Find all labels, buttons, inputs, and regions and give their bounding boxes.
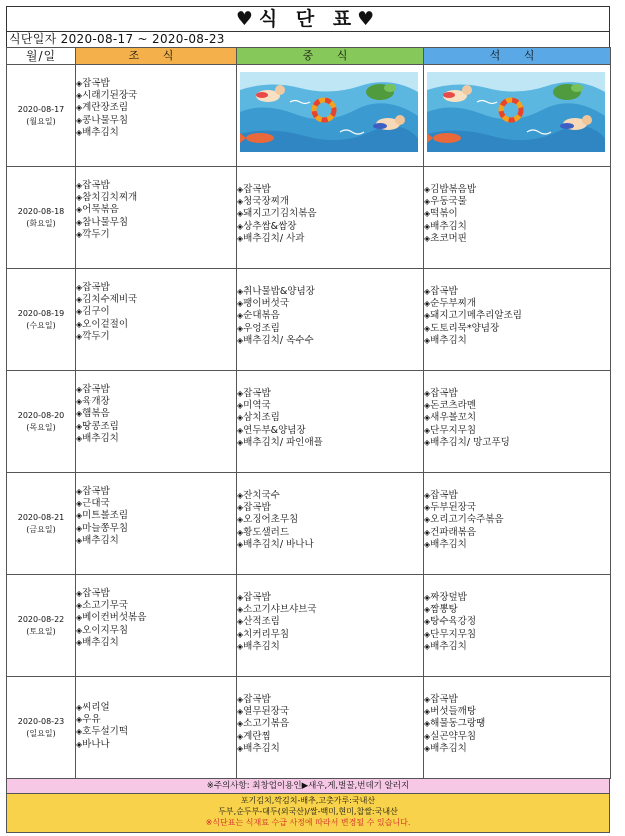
lunch-list (237, 388, 423, 449)
date-label: 2020-08-17 (17, 104, 65, 114)
menu-item: ◈ 잡곡밥 (76, 486, 236, 498)
menu-item: ◈ 짜장덮밥 (424, 592, 610, 604)
date-cell (7, 65, 76, 167)
menu-item: ◈ 우유 (76, 714, 236, 726)
menu-item: ◈ 김치수제비국 (76, 294, 236, 306)
lunch-cell (237, 473, 424, 575)
menu-row (7, 371, 611, 473)
lunch-list (237, 286, 423, 347)
menu-item: ◈ 단무지무침 (424, 425, 610, 437)
menu-item: ◈ 잡곡밥 (76, 180, 236, 192)
breakfast-list (76, 384, 236, 445)
menu-item: ◈ 김밥볶음밥 (424, 184, 610, 196)
breakfast-cell (76, 65, 237, 167)
menu-item: ◈ 초코머핀 (424, 233, 610, 245)
menu-item: ◈ 어묵볶음 (76, 204, 236, 216)
dinner-cell (424, 269, 611, 371)
date-cell (7, 269, 76, 371)
allergy-notice: ※주의사항: 최창업이용인▶새우,게,벌꿀,번데기 알러지 (6, 779, 610, 794)
menu-item: ◈ 소고기무국 (76, 600, 236, 612)
lunch-cell (237, 371, 424, 473)
date-label: 2020-08-19 (17, 308, 65, 318)
menu-row (7, 269, 611, 371)
menu-item: ◈ 배추김치 (76, 637, 236, 649)
menu-item: ◈ 잡곡밥 (424, 388, 610, 400)
menu-item: ◈ 오리고기숙주볶음 (424, 514, 610, 526)
page-title: ♥식 단 표♥ (6, 6, 610, 32)
lunch-list (237, 490, 423, 551)
menu-item: ◈ 배추김치/ 파인애플 (237, 437, 423, 449)
menu-item: ◈ 계란장조림 (76, 102, 236, 114)
menu-item: ◈ 치커리무침 (237, 629, 423, 641)
breakfast-list (76, 78, 236, 139)
menu-item: ◈ 근대국 (76, 498, 236, 510)
menu-item: ◈ 배추김치/ 망고푸딩 (424, 437, 610, 449)
dinner-cell (424, 167, 611, 269)
menu-item: ◈ 바나나 (76, 739, 236, 751)
menu-item: ◈ 잡곡밥 (237, 184, 423, 196)
menu-item: ◈ 배추김치/ 사과 (237, 233, 423, 245)
menu-item: ◈ 미트볼조림 (76, 510, 236, 522)
menu-item: ◈ 배추김치 (76, 127, 236, 139)
breakfast-cell (76, 473, 237, 575)
menu-item: ◈ 배추김치 (424, 641, 610, 653)
menu-item: ◈ 청국장찌개 (237, 196, 423, 208)
menu-item: ◈ 육개장 (76, 396, 236, 408)
menu-item: ◈ 씨리얼 (76, 702, 236, 714)
header-date: 월/일 (7, 48, 76, 65)
header-row (7, 48, 611, 65)
menu-item: ◈ 우동국물 (424, 196, 610, 208)
date-cell (7, 371, 76, 473)
menu-item: ◈ 두부된장국 (424, 502, 610, 514)
menu-item: ◈ 잡곡밥 (76, 588, 236, 600)
breakfast-cell (76, 677, 237, 779)
menu-item: ◈ 시래기된장국 (76, 90, 236, 102)
lunch-cell (237, 65, 424, 167)
menu-item: ◈ 순대볶음 (237, 310, 423, 322)
menu-item: ◈ 콩나물무침 (76, 115, 236, 127)
menu-item: ◈ 잡곡밥 (237, 694, 423, 706)
menu-item: ◈ 베이컨버섯볶음 (76, 612, 236, 624)
menu-item: ◈ 오징어초무침 (237, 514, 423, 526)
menu-item: ◈ 잡곡밥 (424, 694, 610, 706)
lunch-list (237, 184, 423, 245)
menu-item: ◈ 돼지고기김치볶음 (237, 208, 423, 220)
menu-item: ◈ 참나물무침 (76, 217, 236, 229)
weekday-label: (금요일) (26, 524, 56, 534)
origin-line: 두부,순두부-대두(외국산)/쌀-백미,현미,찹쌀:국내산 (218, 807, 398, 816)
menu-item: ◈ 취나물밥&양념장 (237, 286, 423, 298)
weekday-label: (목요일) (26, 422, 56, 432)
menu-item: ◈ 황도샐러드 (237, 527, 423, 539)
lunch-cell (237, 269, 424, 371)
menu-item: ◈ 배추김치 (424, 221, 610, 233)
date-cell (7, 473, 76, 575)
swimming-kids-illustration (240, 72, 418, 152)
menu-item: ◈ 배추김치 (76, 433, 236, 445)
dinner-cell (424, 371, 611, 473)
date-label: 2020-08-21 (17, 512, 65, 522)
breakfast-list (76, 180, 236, 241)
menu-item: ◈ 잡곡밥 (237, 388, 423, 400)
menu-row (7, 167, 611, 269)
dinner-list (424, 694, 610, 755)
menu-item: ◈ 잔치국수 (237, 490, 423, 502)
menu-item: ◈ 잡곡밥 (76, 384, 236, 396)
weekday-label: (월요일) (26, 116, 56, 126)
breakfast-list (76, 486, 236, 547)
menu-row (7, 65, 611, 167)
menu-item: ◈ 마늘쫑무침 (76, 523, 236, 535)
menu-item: ◈ 땅콩조림 (76, 421, 236, 433)
dinner-list (424, 592, 610, 653)
menu-item: ◈ 배추김치 (237, 641, 423, 653)
menu-item: ◈ 잡곡밥 (76, 78, 236, 90)
menu-item: ◈ 연두부&양념장 (237, 425, 423, 437)
dinner-cell (424, 575, 611, 677)
menu-item: ◈ 배추김치 (76, 535, 236, 547)
menu-item: ◈ 도토리묵*양념장 (424, 323, 610, 335)
menu-item: ◈ 돈코츠라멘 (424, 400, 610, 412)
breakfast-cell (76, 269, 237, 371)
lunch-cell (237, 167, 424, 269)
dinner-cell (424, 677, 611, 779)
dinner-list (424, 286, 610, 347)
header-lunch: 중 식 (237, 48, 424, 65)
breakfast-list (76, 588, 236, 649)
weekday-label: (일요일) (26, 728, 56, 738)
menu-item: ◈ 깍두기 (76, 229, 236, 241)
lunch-cell (237, 677, 424, 779)
menu-item: ◈ 잡곡밥 (237, 502, 423, 514)
menu-item: ◈ 산적조림 (237, 616, 423, 628)
menu-item: ◈ 호두설기떡 (76, 726, 236, 738)
dinner-cell (424, 65, 611, 167)
menu-item: ◈ 순두부찌개 (424, 298, 610, 310)
menu-item: ◈ 건파래볶음 (424, 527, 610, 539)
menu-page (6, 6, 610, 833)
lunch-list (237, 592, 423, 653)
date-cell (7, 575, 76, 677)
dinner-list (424, 184, 610, 245)
menu-item: ◈ 소고기샤브샤브국 (237, 604, 423, 616)
origin-line: 포기김치,깍김치-배추,고춧가루:국내산 (240, 796, 376, 805)
menu-item: ◈ 김구이 (76, 306, 236, 318)
menu-item: ◈ 버섯들깨탕 (424, 706, 610, 718)
menu-item: ◈ 잡곡밥 (424, 490, 610, 502)
breakfast-cell (76, 575, 237, 677)
lunch-list (237, 694, 423, 755)
menu-item: ◈ 상추쌈&쌈장 (237, 221, 423, 233)
menu-item: ◈ 배추김치 (424, 743, 610, 755)
menu-period: 식단일자 2020-08-17 ~ 2020-08-23 (6, 32, 610, 47)
menu-item: ◈ 우엉조림 (237, 323, 423, 335)
menu-item: ◈ 배추김치 (424, 335, 610, 347)
weekday-label: (토요일) (26, 626, 56, 636)
menu-item: ◈ 깍두기 (76, 331, 236, 343)
header-dinner: 석 식 (424, 48, 611, 65)
lunch-cell (237, 575, 424, 677)
menu-item: ◈ 팽이버섯국 (237, 298, 423, 310)
dinner-list (424, 490, 610, 551)
menu-item: ◈ 단무지무침 (424, 629, 610, 641)
menu-item: ◈ 떡볶이 (424, 208, 610, 220)
menu-item: ◈ 오이겉절이 (76, 319, 236, 331)
swimming-kids-illustration (427, 72, 605, 152)
breakfast-list (76, 282, 236, 343)
menu-item: ◈ 열무된장국 (237, 706, 423, 718)
menu-item: ◈ 배추김치/ 바나나 (237, 539, 423, 551)
menu-row (7, 473, 611, 575)
menu-item: ◈ 해물동그랑땡 (424, 718, 610, 730)
date-cell (7, 677, 76, 779)
breakfast-cell (76, 371, 237, 473)
dinner-cell (424, 473, 611, 575)
dinner-list (424, 388, 610, 449)
weekday-label: (화요일) (26, 218, 56, 228)
menu-item: ◈ 잡곡밥 (76, 282, 236, 294)
menu-row (7, 677, 611, 779)
breakfast-cell (76, 167, 237, 269)
menu-item: ◈ 소고기볶음 (237, 718, 423, 730)
menu-item: ◈ 잡곡밥 (237, 592, 423, 604)
header-breakfast: 조 식 (76, 48, 237, 65)
menu-item: ◈ 참치김치찌개 (76, 192, 236, 204)
date-label: 2020-08-18 (17, 206, 65, 216)
menu-item: ◈ 잡곡밥 (424, 286, 610, 298)
menu-item: ◈ 배추김치 (424, 539, 610, 551)
menu-item: ◈ 계란찜 (237, 731, 423, 743)
date-label: 2020-08-20 (17, 410, 65, 420)
menu-row (7, 575, 611, 677)
menu-item: ◈ 햄볶음 (76, 408, 236, 420)
menu-item: ◈ 탕수육강정 (424, 616, 610, 628)
menu-item: ◈ 미역국 (237, 400, 423, 412)
menu-item: ◈ 돼지고기메추리알조림 (424, 310, 610, 322)
change-note: ※식단표는 식재료 수급 사정에 따라서 변경될 수 있습니다. (205, 818, 411, 827)
date-cell (7, 167, 76, 269)
date-label: 2020-08-23 (17, 716, 65, 726)
menu-item: ◈ 삼치조림 (237, 412, 423, 424)
date-label: 2020-08-22 (17, 614, 65, 624)
menu-item: ◈ 새우볼꼬치 (424, 412, 610, 424)
menu-item: ◈ 배추김치/ 옥수수 (237, 335, 423, 347)
origin-info (6, 794, 610, 833)
menu-item: ◈ 짬뽕탕 (424, 604, 610, 616)
menu-item: ◈ 오이지무침 (76, 625, 236, 637)
menu-item: ◈ 실곤약무침 (424, 731, 610, 743)
weekday-label: (수요일) (26, 320, 56, 330)
breakfast-list (76, 702, 236, 751)
menu-item: ◈ 배추김치 (237, 743, 423, 755)
menu-table (6, 47, 611, 779)
